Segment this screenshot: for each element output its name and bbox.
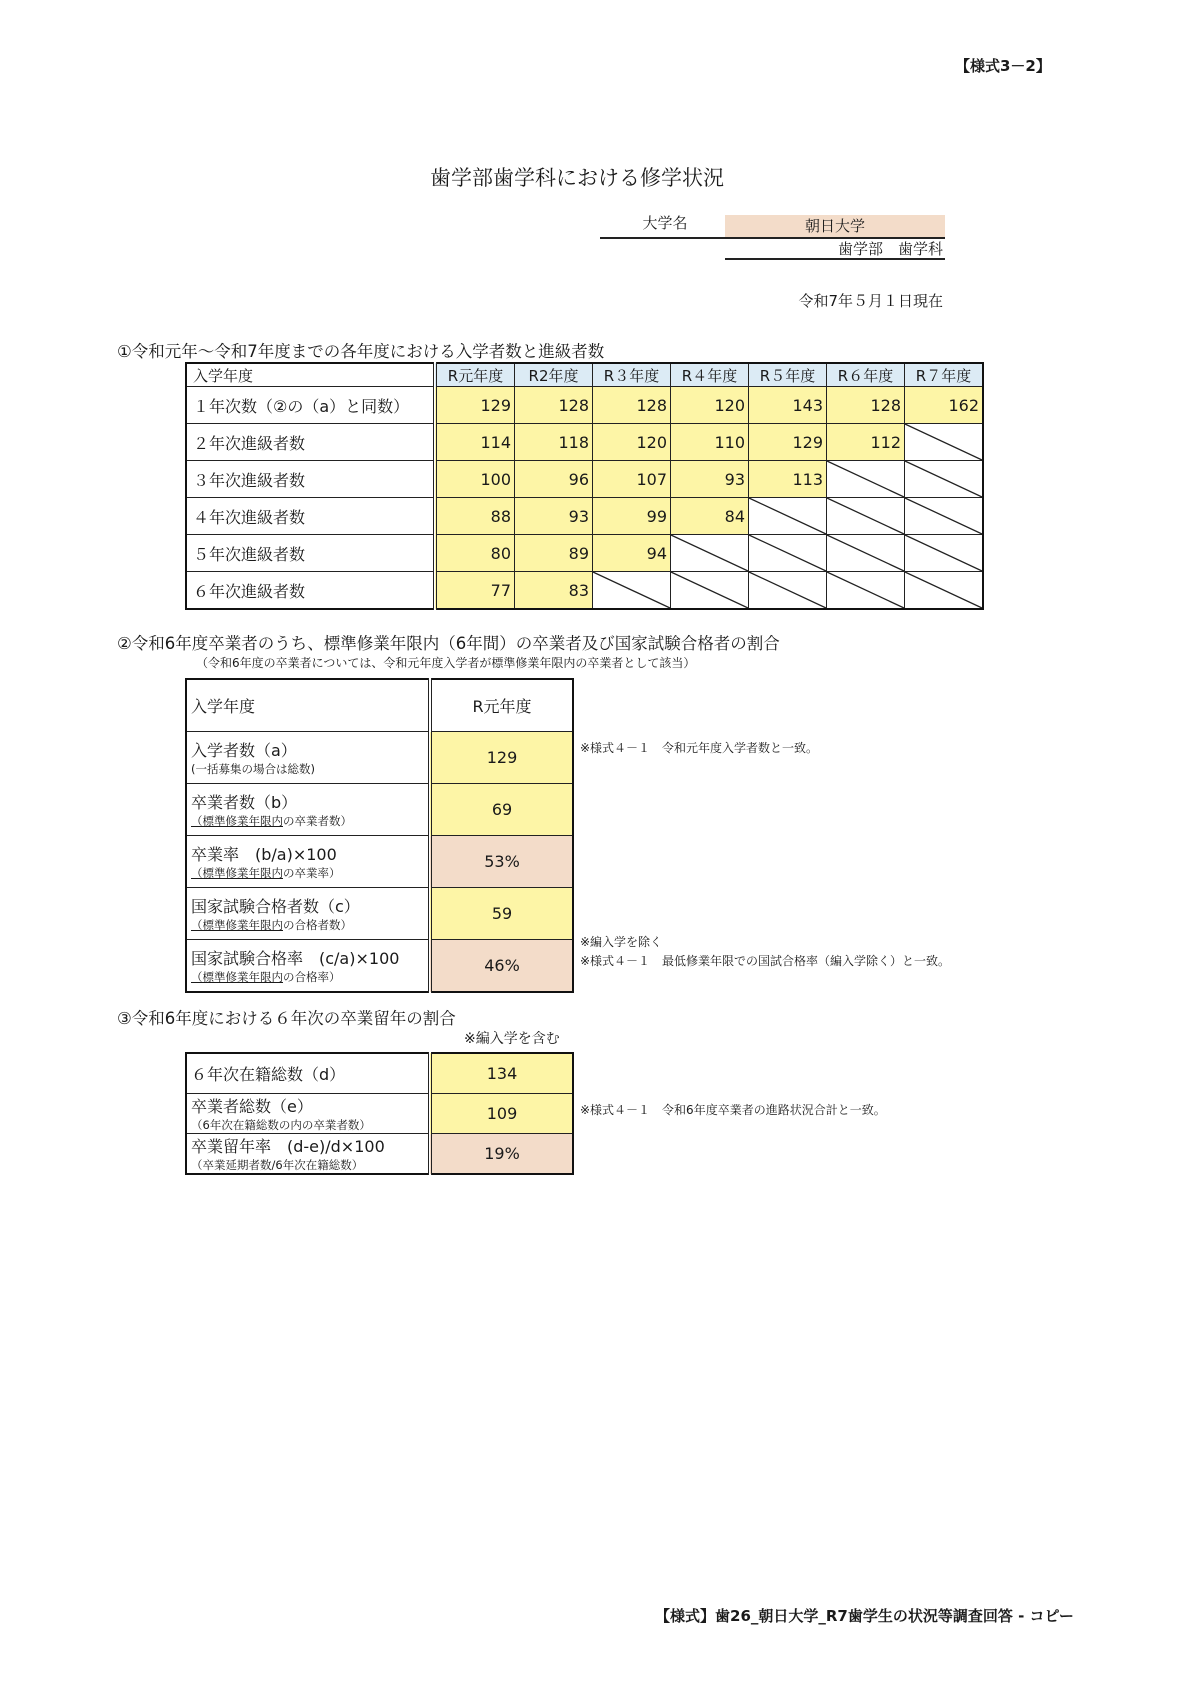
row-label: 国家試験合格者数（c） <box>191 897 360 916</box>
value-cell: 107 <box>593 461 671 498</box>
value-cell: 143 <box>749 387 827 424</box>
not-applicable-cell <box>671 572 749 610</box>
value-cell: 19% <box>430 1134 573 1175</box>
not-applicable-cell <box>671 535 749 572</box>
table-row <box>186 498 983 535</box>
note-exclude-transfer: ※編入学を除く <box>580 935 663 949</box>
not-applicable-cell <box>905 572 984 610</box>
row-label: ５年次進級者数 <box>186 535 435 572</box>
table-row <box>186 424 983 461</box>
not-applicable-cell <box>905 535 984 572</box>
not-applicable-cell <box>827 535 905 572</box>
university-name: 朝日大学 <box>725 215 945 237</box>
value-cell: 93 <box>515 498 593 535</box>
diagonal-slash-icon <box>671 535 748 571</box>
value-cell: 129 <box>435 387 515 424</box>
value-cell: 162 <box>905 387 984 424</box>
not-applicable-cell <box>905 424 984 461</box>
value-cell: 77 <box>435 572 515 610</box>
value-cell: 112 <box>827 424 905 461</box>
value-cell: 129 <box>430 732 573 784</box>
not-applicable-cell <box>827 461 905 498</box>
row-label: ６年次在籍総数（d） <box>186 1053 430 1094</box>
table-header-row <box>186 679 573 732</box>
note-pass-rate: ※様式４－１ 最低修業年限での国試合格率（編入学除く）と一致。 <box>580 954 951 968</box>
table-row <box>186 784 573 836</box>
value-cell: 113 <box>749 461 827 498</box>
value-cell: 114 <box>435 424 515 461</box>
note-entrants: ※様式４－１ 令和元年度入学者数と一致。 <box>580 741 819 755</box>
diagonal-slash-icon <box>905 535 982 571</box>
not-applicable-cell <box>905 461 984 498</box>
row-label: ３年次進級者数 <box>186 461 435 498</box>
year-header: R５年度 <box>749 363 827 387</box>
row-sublabel-underlined: （標準修業年限内 <box>191 970 283 984</box>
row-sublabel: の卒業者数） <box>283 814 352 828</box>
row-sublabel: の合格者数） <box>283 918 352 932</box>
value-cell: 46% <box>430 940 573 993</box>
footer-filename: 【様式】歯26_朝日大学_R7歯学生の状況等調査回答 - コピー <box>655 1607 1074 1625</box>
value-cell: 83 <box>515 572 593 610</box>
value-cell: 89 <box>515 535 593 572</box>
row-label: ４年次進級者数 <box>186 498 435 535</box>
value-cell: 120 <box>593 424 671 461</box>
section3-note: ※編入学を含む <box>464 1031 560 1047</box>
value-cell: 134 <box>430 1053 573 1094</box>
divider <box>725 258 945 260</box>
diagonal-slash-icon <box>827 498 904 534</box>
value-cell: 128 <box>515 387 593 424</box>
value-cell: 118 <box>515 424 593 461</box>
value-cell: 96 <box>515 461 593 498</box>
value-cell: 120 <box>671 387 749 424</box>
table-row <box>186 535 983 572</box>
table-row <box>186 888 573 940</box>
year-header: R2年度 <box>515 363 593 387</box>
table-row <box>186 572 983 610</box>
table-row <box>186 461 983 498</box>
not-applicable-cell <box>749 498 827 535</box>
row-label: ６年次進級者数 <box>186 572 435 610</box>
year-header: R３年度 <box>593 363 671 387</box>
value-cell: 93 <box>671 461 749 498</box>
table-row <box>186 1094 573 1134</box>
section2-heading: ②令和6年度卒業者のうち、標準修業年限内（6年間）の卒業者及び国家試験合格者の割合 <box>117 634 780 653</box>
not-applicable-cell <box>827 498 905 535</box>
diagonal-slash-icon <box>905 572 982 608</box>
section1-heading: ①令和元年～令和7年度までの各年度における入学者数と進級者数 <box>117 342 605 361</box>
note-graduates: ※様式４－１ 令和6年度卒業者の進路状況合計と一致。 <box>580 1103 886 1117</box>
diagonal-slash-icon <box>905 424 982 460</box>
table-header-row <box>186 363 983 387</box>
value-cell: 59 <box>430 888 573 940</box>
table-row <box>186 1134 573 1175</box>
diagonal-slash-icon <box>827 535 904 571</box>
table-row <box>186 732 573 784</box>
value-cell: 69 <box>430 784 573 836</box>
row-label: 卒業者数（b） <box>191 793 298 812</box>
value-cell: 109 <box>430 1094 573 1134</box>
year-header: R４年度 <box>671 363 749 387</box>
year-header: R７年度 <box>905 363 984 387</box>
value-cell: 99 <box>593 498 671 535</box>
row-label: 国家試験合格率 (c/a)×100 <box>191 949 400 968</box>
graduation-rate-table <box>185 678 574 993</box>
table-row <box>186 836 573 888</box>
value-cell: 88 <box>435 498 515 535</box>
row-sublabel: （6年次在籍総数の内の卒業者数） <box>191 1118 371 1132</box>
not-applicable-cell <box>905 498 984 535</box>
row-sublabel: （卒業延期者数/6年次在籍総数） <box>191 1158 364 1172</box>
not-applicable-cell <box>827 572 905 610</box>
row-label: 卒業率 (b/a)×100 <box>191 845 337 864</box>
value-cell: 128 <box>827 387 905 424</box>
diagonal-slash-icon <box>749 535 826 571</box>
diagonal-slash-icon <box>749 572 826 608</box>
row-label: 卒業留年率 (d-e)/d×100 <box>191 1137 385 1156</box>
university-label: 大学名 <box>642 214 688 232</box>
row-sublabel-underlined: （標準修業年限内 <box>191 866 283 880</box>
row-label: ２年次進級者数 <box>186 424 435 461</box>
value-cell: 94 <box>593 535 671 572</box>
row-sublabel: (一括募集の場合は総数) <box>191 762 315 776</box>
value-cell: 110 <box>671 424 749 461</box>
value-cell: 80 <box>435 535 515 572</box>
value-cell: 84 <box>671 498 749 535</box>
row-sublabel-underlined: （標準修業年限内 <box>191 918 283 932</box>
section3-heading: ③令和6年度における６年次の卒業留年の割合 <box>117 1009 456 1028</box>
diagonal-slash-icon <box>671 572 748 608</box>
corner-label: 入学年度 <box>186 363 435 387</box>
year-header: R元年度 <box>435 363 515 387</box>
year-header: R元年度 <box>430 679 573 732</box>
section2-subnote: （令和6年度の卒業者については、令和元年度入学者が標準修業年限内の卒業者として該当） <box>196 656 696 670</box>
value-cell: 53% <box>430 836 573 888</box>
not-applicable-cell <box>749 572 827 610</box>
diagonal-slash-icon <box>905 461 982 497</box>
enrollment-progression-table <box>185 362 984 610</box>
table-row <box>186 1053 573 1094</box>
table-row <box>186 387 983 424</box>
table-row <box>186 940 573 993</box>
row-label: 卒業者総数（e） <box>191 1097 313 1116</box>
not-applicable-cell <box>593 572 671 610</box>
diagonal-slash-icon <box>827 572 904 608</box>
row-sublabel: の合格率） <box>283 970 341 984</box>
diagonal-slash-icon <box>905 498 982 534</box>
row-label: １年次数（②の（a）と同数） <box>186 387 435 424</box>
as-of-date: 令和7年５月１日現在 <box>798 292 943 310</box>
row-label: 入学者数（a） <box>191 741 297 760</box>
not-applicable-cell <box>749 535 827 572</box>
form-id: 【様式3－2】 <box>955 57 1051 75</box>
corner-label: 入学年度 <box>186 679 430 732</box>
value-cell: 100 <box>435 461 515 498</box>
row-sublabel: の卒業率） <box>283 866 341 880</box>
graduation-delay-table <box>185 1052 574 1175</box>
diagonal-slash-icon <box>593 572 670 608</box>
value-cell: 129 <box>749 424 827 461</box>
year-header: R６年度 <box>827 363 905 387</box>
diagonal-slash-icon <box>827 461 904 497</box>
department-name: 歯学部 歯学科 <box>837 240 943 258</box>
row-sublabel-underlined: （標準修業年限内 <box>191 814 283 828</box>
value-cell: 128 <box>593 387 671 424</box>
page-title: 歯学部歯学科における修学状況 <box>430 166 724 190</box>
diagonal-slash-icon <box>749 498 826 534</box>
